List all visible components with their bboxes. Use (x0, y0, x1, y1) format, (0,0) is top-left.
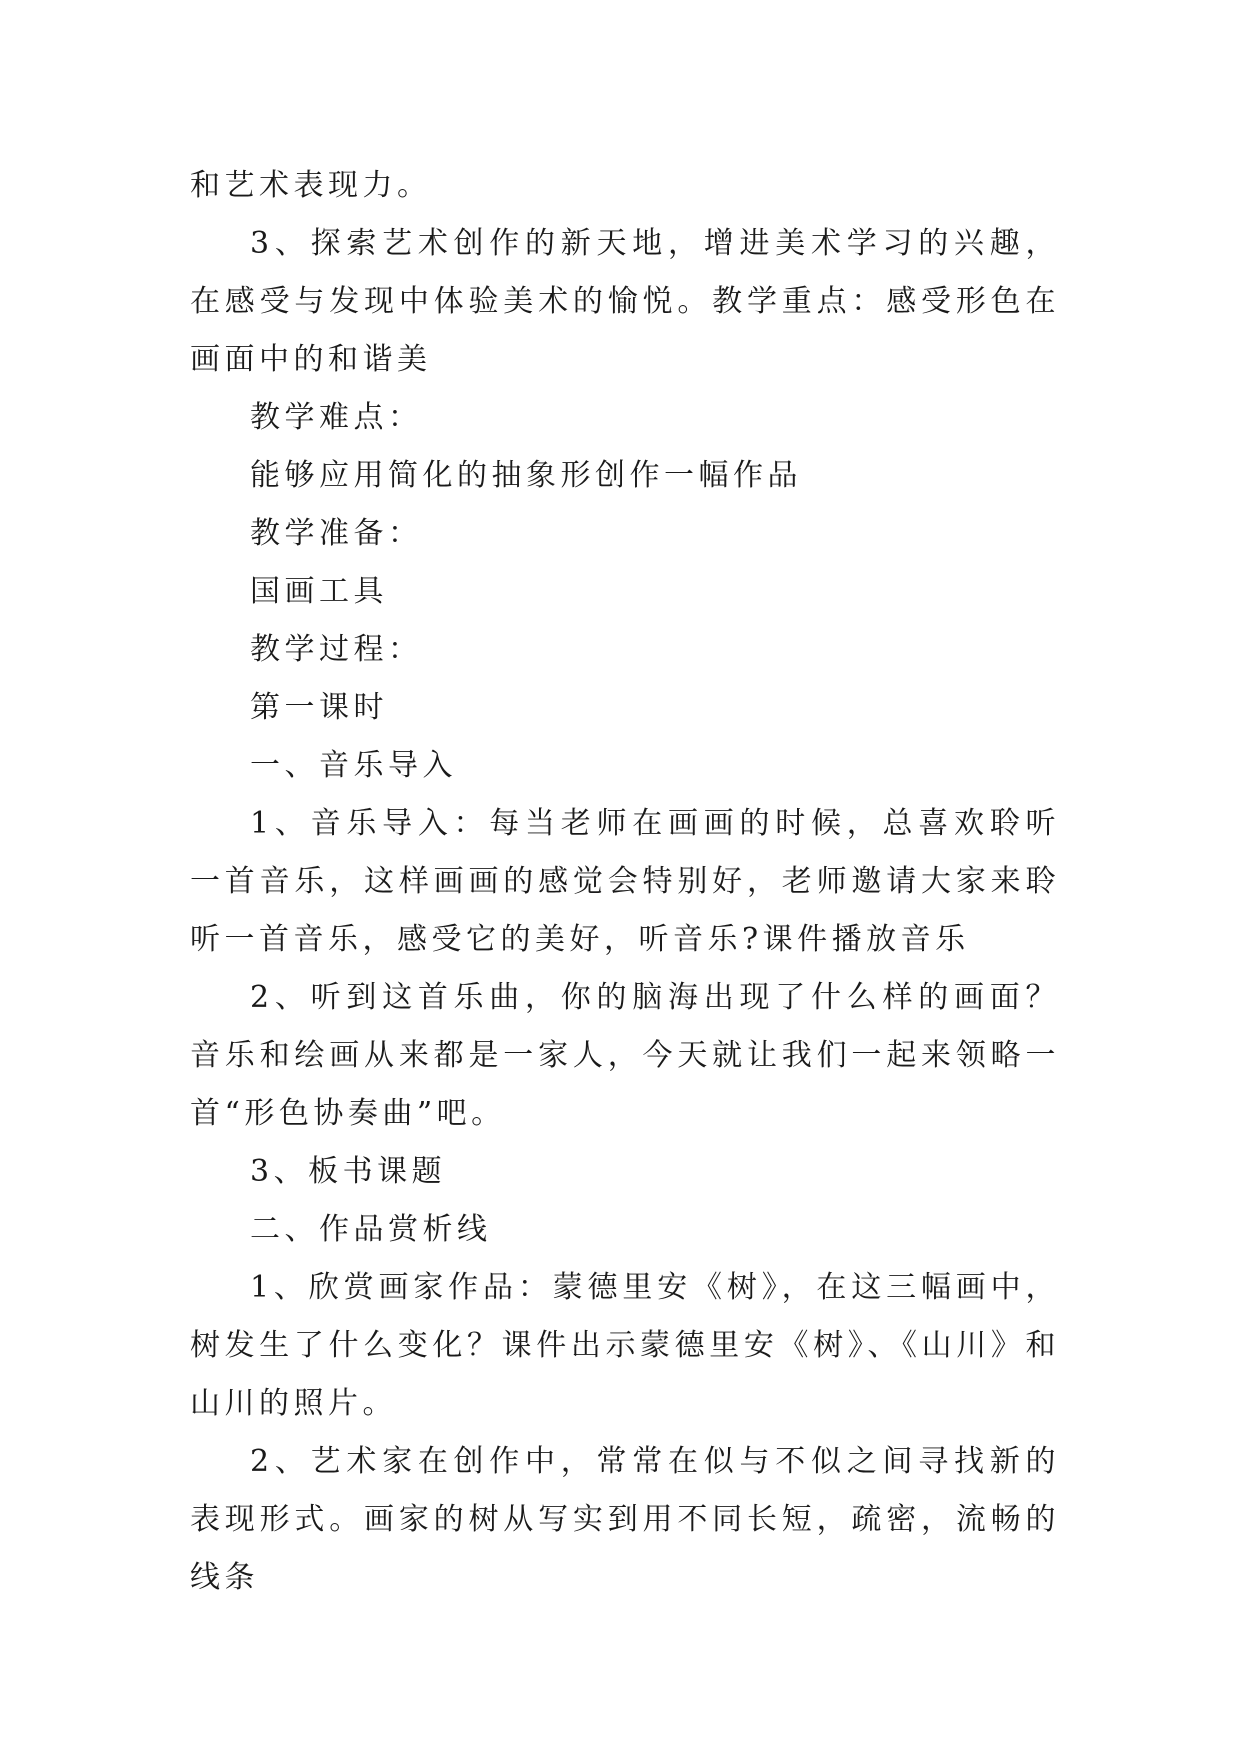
paragraph: 1、欣赏画家作品：蒙德里安《树》，在这三幅画中，树发生了什么变化？课件出示蒙德里安《树》、《山川》和山川的照片。 (190, 1270, 1060, 1421)
paragraph: 2、艺术家在创作中，常常在似与不似之间寻找新的表现形式。画家的树从写实到用不同长短，疏密，流畅的线条 (190, 1444, 1060, 1595)
paragraph: 一、音乐导入 (250, 748, 457, 783)
paragraph: 国画工具 (250, 574, 388, 609)
document-body (190, 157, 1060, 1607)
paragraph: 3、探索艺术创作的新天地，增进美术学习的兴趣，在感受与发现中体验美术的愉悦。教学重点：感受形色在画面中的和谐美 (190, 226, 1060, 377)
paragraph: 教学过程： (250, 632, 423, 667)
paragraph: 2、听到这首乐曲，你的脑海出现了什么样的画面？音乐和绘画从来都是一家人，今天就让我们一起来领略一首“形色协奏曲”吧。 (190, 980, 1060, 1131)
paragraph: 二、作品赏析线 (250, 1212, 492, 1247)
paragraph: 教学准备： (250, 516, 423, 551)
paragraph: 1、音乐导入：每当老师在画画的时候，总喜欢聆听一首音乐，这样画画的感觉会特别好，老师邀请大家来聆听一首音乐，感受它的美好，听音乐?课件播放音乐 (190, 806, 1060, 957)
paragraph: 3、板书课题 (250, 1154, 447, 1189)
paragraph: 教学难点： (250, 400, 423, 435)
paragraph: 和艺术表现力。 (190, 168, 432, 203)
paragraph: 第一课时 (250, 690, 388, 725)
paragraph: 能够应用简化的抽象形创作一幅作品 (250, 458, 802, 493)
